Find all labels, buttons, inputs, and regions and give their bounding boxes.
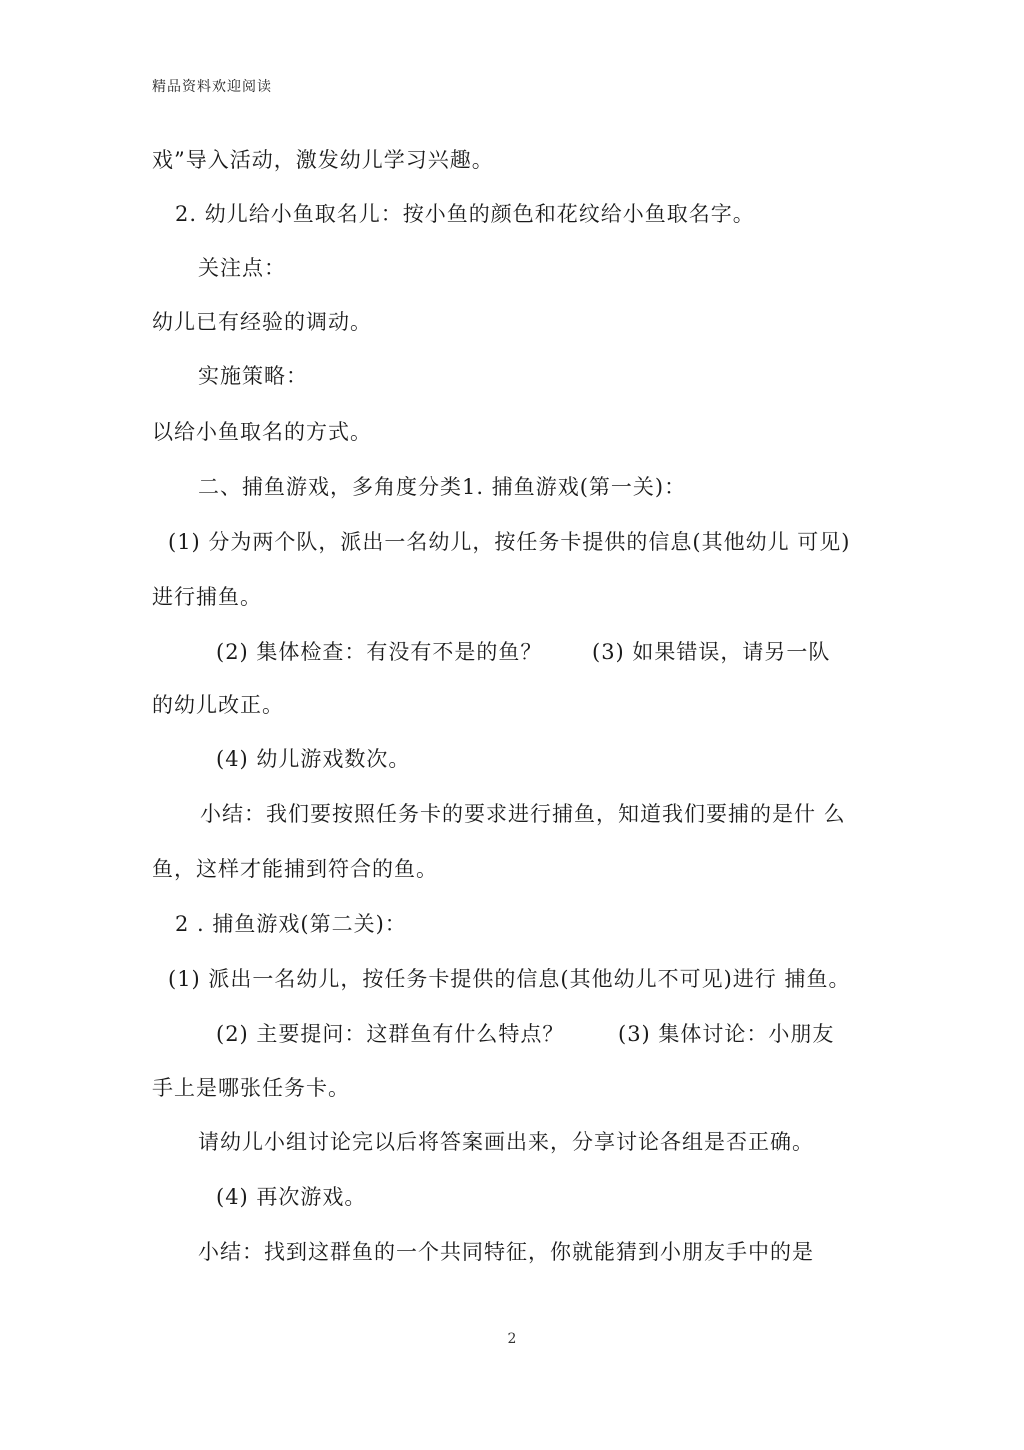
paragraph-line: (4) 再次游戏。 [216,1185,367,1209]
paragraph-line: (4) 幼儿游戏数次。 [216,747,411,771]
paragraph-line: (1) 分为两个队，派出一名幼儿，按任务卡提供的信息(其他幼儿 可见) [168,530,851,554]
page-header: 精品资料欢迎阅读 [152,79,272,95]
paragraph-line: 以给小鱼取名的方式。 [152,420,372,444]
summary-line: 小结：我们要按照任务卡的要求进行捕鱼，知道我们要捕的是什 么 [200,802,846,826]
paragraph-line: (2) 集体检查：有没有不是的鱼？ [216,640,543,664]
paragraph-line: 2. 幼儿给小鱼取名儿：按小鱼的颜色和花纹给小鱼取名字。 [175,202,755,226]
paragraph-line: 幼儿已有经验的调动。 [152,310,372,334]
paragraph-line: 戏”导入活动，激发幼儿学习兴趣。 [152,148,494,172]
paragraph-line: 手上是哪张任务卡。 [152,1076,350,1100]
paragraph-line: (2) 主要提问：这群鱼有什么特点？ [216,1022,565,1046]
page-number: 2 [507,1331,517,1347]
paragraph-line: 进行捕鱼。 [152,585,262,609]
paragraph-line: 关注点： [198,256,286,280]
paragraph-line: 的幼儿改正。 [152,693,284,717]
paragraph-line: (3) 集体讨论：小朋友 [618,1022,835,1046]
section-heading: 二、捕鱼游戏，多角度分类1. 捕鱼游戏(第一关)： [198,475,687,499]
summary-line: 小结：找到这群鱼的一个共同特征，你就能猜到小朋友手中的是 [198,1240,814,1264]
paragraph-line: (3) 如果错误，请另一队 [592,640,831,664]
paragraph-line: (1) 派出一名幼儿，按任务卡提供的信息(其他幼儿不可见)进行 捕鱼。 [168,967,851,991]
summary-line: 鱼，这样才能捕到符合的鱼。 [152,857,438,881]
section-heading: 2 . 捕鱼游戏(第二关)： [175,912,407,936]
paragraph-line: 实施策略： [198,364,308,388]
paragraph-line: 请幼儿小组讨论完以后将答案画出来，分享讨论各组是否正确。 [198,1130,814,1154]
